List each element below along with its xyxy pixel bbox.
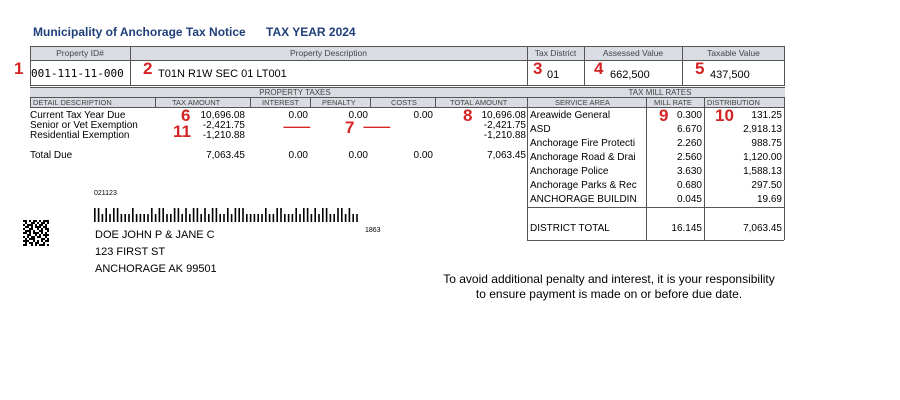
annotation-marker: 7 [345, 118, 355, 137]
mill-service: Anchorage Road & Drai [530, 152, 636, 163]
row-total: -1,210.88 [483, 130, 526, 141]
mill-rates-heading: TAX MILL RATES [628, 88, 692, 97]
district-total-label: DISTRICT TOTAL [530, 223, 610, 234]
row-desc: Senior or Vet Exemption [30, 120, 138, 131]
col-interest: INTEREST [262, 98, 300, 107]
mill-rate: 3.630 [676, 166, 702, 177]
mill-distribution: 1,588.13 [743, 166, 782, 177]
address-line-name: DOE JOHN P & JANE C [95, 229, 215, 241]
annotation-marker: 2 [143, 59, 153, 78]
col-tax-amount: TAX AMOUNT [172, 98, 221, 107]
mill-distribution: 19.69 [756, 194, 782, 205]
tax-district-value: 01 [547, 69, 560, 81]
row-desc: Residential Exemption [30, 130, 130, 141]
total-due-interest: 0.00 [288, 150, 308, 161]
mailing-code: 021123 [94, 190, 117, 197]
mill-distribution: 988.75 [751, 138, 782, 149]
annotation-marker: 8 [463, 106, 473, 125]
notice-line-2: to ensure payment is made on or before due date. [475, 287, 743, 301]
annotation-marker: 5 [695, 59, 705, 78]
mill-service: Anchorage Parks & Rec [530, 180, 637, 191]
row-tax: -2,421.75 [202, 120, 245, 131]
annotation-marker: 3 [533, 59, 543, 78]
total-due-penalty: 0.00 [348, 150, 368, 161]
row-costs: 0.00 [413, 110, 433, 121]
property-description-label: Property Description [289, 48, 367, 58]
mill-distribution: 297.50 [751, 180, 782, 191]
district-total-rate: 16.145 [671, 223, 702, 234]
assessed-value: 662,500 [610, 69, 650, 81]
mill-rate: 2.560 [676, 152, 702, 163]
mailing-sequence: 1863 [365, 227, 381, 234]
row-tax: 10,696.08 [200, 110, 245, 121]
col-service-area: SERVICE AREA [555, 98, 610, 107]
total-due-tax: 7,063.45 [206, 150, 245, 161]
annotation-marker: 11 [173, 122, 191, 141]
row-desc: Current Tax Year Due [30, 110, 126, 121]
mill-rate: 0.680 [676, 180, 702, 191]
property-description-value: T01N R1W SEC 01 LT001 [158, 68, 287, 80]
mill-service: ASD [530, 124, 551, 135]
notice-line-1: To avoid additional penalty and interest, it is your responsibility [443, 272, 775, 286]
col-mill-rate: MILL RATE [654, 98, 692, 107]
total-due-label: Total Due [30, 150, 73, 161]
mill-service: Anchorage Police [530, 166, 609, 177]
mill-distribution: 1,120.00 [743, 152, 782, 163]
annotation-marker: 9 [659, 106, 669, 125]
address-line-city: ANCHORAGE AK 99501 [95, 263, 217, 275]
payment-notice [420, 272, 798, 302]
address-line-street: 123 FIRST ST [95, 246, 166, 258]
notice-title: Municipality of Anchorage Tax Notice [33, 25, 246, 39]
row-total: 10,696.08 [481, 110, 526, 121]
district-total-distribution: 7,063.45 [743, 223, 782, 234]
taxable-value-label: Taxable Value [707, 48, 760, 58]
mill-rate: 6.670 [676, 124, 702, 135]
col-detail-description: DETAIL DESCRIPTION [33, 98, 112, 107]
mill-rate: 0.300 [676, 110, 702, 121]
annotation-marker: 1 [14, 59, 24, 78]
mailing-address [95, 228, 217, 276]
col-total-amount: TOTAL AMOUNT [450, 98, 508, 107]
mill-distribution: 2,918.13 [743, 124, 782, 135]
mill-distribution: 131.25 [751, 110, 782, 121]
property-taxes-heading: PROPERTY TAXES [259, 88, 331, 97]
row-tax: -1,210.88 [202, 130, 245, 141]
taxable-value: 437,500 [710, 69, 750, 81]
tax-district-label: Tax District [534, 48, 577, 58]
total-due-total: 7,063.45 [487, 150, 526, 161]
postal-barcode-icon [94, 208, 366, 222]
annotation-dashes-right: ---------- [363, 121, 390, 133]
annotation-marker: 6 [181, 106, 191, 125]
mill-service: ANCHORAGE BUILDIN [530, 194, 637, 205]
mill-service: Anchorage Fire Protecti [530, 138, 636, 149]
annotation-marker: 4 [594, 59, 604, 78]
mill-rate: 2.260 [676, 138, 702, 149]
property-id-value: 001-111-11-000 [31, 67, 124, 80]
row-penalty: 0.00 [348, 110, 368, 121]
assessed-value-label: Assessed Value [602, 48, 664, 58]
mill-rate: 0.045 [676, 194, 702, 205]
mill-service: Areawide General [530, 110, 611, 121]
tax-year: TAX YEAR 2024 [266, 25, 356, 39]
row-total: -2,421.75 [483, 120, 526, 131]
total-due-costs: 0.00 [413, 150, 433, 161]
qr-code-icon [23, 220, 49, 246]
annotation-marker: 10 [715, 106, 734, 125]
col-distribution: DISTRIBUTION [707, 98, 760, 107]
annotation-dashes-left: ---------- [283, 121, 310, 133]
row-interest: 0.00 [288, 110, 308, 121]
col-costs: COSTS [391, 98, 417, 107]
col-penalty: PENALTY [322, 98, 356, 107]
property-id-label: Property ID# [56, 48, 104, 58]
